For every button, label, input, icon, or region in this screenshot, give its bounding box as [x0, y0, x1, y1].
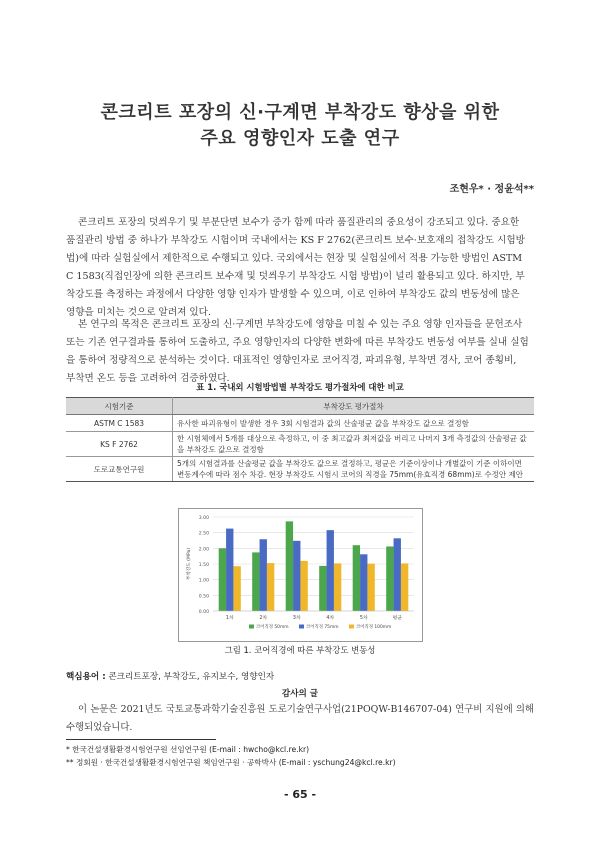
table-cell-standard: 도로교통연구원: [66, 457, 173, 482]
table-row: [66, 457, 534, 482]
bar: [401, 563, 408, 611]
bar: [360, 554, 367, 611]
bar: [394, 538, 401, 611]
table-header-row: [66, 398, 534, 415]
text-line: 착강도를 측정하는 과정에서 다양한 영향 인자가 발생할 수 있으며, 이로 인하여 부착강도 값의 변동성에 많은: [66, 289, 520, 300]
bar: [219, 548, 226, 611]
bar: [367, 564, 374, 611]
bar: [293, 541, 300, 611]
page-number: - 65 -: [283, 788, 317, 801]
y-tick-label: 0.50: [198, 594, 209, 600]
bar: [226, 529, 233, 611]
legend-label: 코어직경 50mm: [256, 625, 289, 630]
table-row: [66, 432, 534, 457]
chart-svg: [179, 509, 422, 641]
x-tick-label: 평균: [392, 616, 402, 621]
footnote-2: ** 정회원 · 한국건설생활환경시험연구원 책임연구원 · 공학박사 (E-mail : yschung24@kcl.re.kr): [66, 758, 396, 767]
bar: [260, 539, 267, 611]
y-tick-label: 1.50: [198, 563, 209, 568]
y-tick-label: 2.50: [198, 531, 209, 537]
y-tick-label: 2.00: [198, 547, 209, 553]
bar: [233, 566, 240, 611]
bar: [319, 566, 326, 611]
bar: [353, 545, 360, 611]
authors: 조현우* · 정윤석**: [449, 184, 534, 195]
text-line: 또는 기존 연구결과를 통하여 도출하고, 주요 영향인자의 다양한 변화에 따른 부착강도 변동성 여부를 실내 실험: [66, 337, 529, 348]
legend-label: 코어직경 100mm: [356, 625, 392, 630]
comparison-table: [66, 397, 534, 482]
body-paragraph-2: [66, 316, 534, 388]
figure-caption: 그림 1. 코어직경에 따른 부착강도 변동성: [224, 645, 376, 655]
bar: [300, 561, 307, 611]
table-header-cell: 시험기준: [66, 398, 173, 415]
paper-title-line2: 주요 영향인자 도출 연구: [200, 128, 400, 149]
table-cell-procedure: 5개의 시험결과를 산술평균 값을 부착강도 값으로 결정하고, 평균은 기준이상이나 개별값이 기준 이하이면 변동계수에 따라 점수 차감. 현장 부착강도 시험시 코어의 직경을 75mm(유효직경 68mm)로 수정안 제안: [173, 457, 535, 482]
legend-swatch: [299, 625, 304, 629]
table-cell-procedure: 한 시험체에서 5개를 대상으로 측정하고, 이 중 최고값과 최저값을 버리고 나머지 3개 측정값의 산술평균 값을 부착강도 값으로 결정함: [173, 432, 535, 457]
bar: [252, 552, 259, 611]
table-caption: 표 1. 국내외 시험방법별 부착강도 평가절차에 대한 비교: [196, 382, 404, 392]
legend-swatch: [249, 625, 254, 629]
legend-swatch: [349, 625, 354, 629]
paper-title-line1: 콘크리트 포장의 신·구계면 부착강도 향상을 위한: [100, 102, 500, 123]
y-tick-label: 0.00: [198, 610, 209, 615]
text-line: 법)에 따라 실험실에서 제한적으로 수행되고 있다. 국외에서는 현장 및 실험실에서 적용 가능한 방법인 ASTM: [66, 253, 523, 264]
text-line: 본 연구의 목적은 콘크리트 포장의 신·구계면 부착강도에 영향을 미칠 수 있는 주요 영향 인자들을 문헌조사: [78, 319, 523, 330]
text-line: 품질관리 방법 중 하나가 부착강도 시험이며 국내에서는 KS F 2762(콘크리트 보수·보호재의 접착강도 시험방: [66, 235, 525, 246]
x-tick-label: 5차: [359, 616, 368, 621]
table-row: [66, 415, 534, 432]
text-line: C 1583(직접인장에 의한 콘크리트 보수재 및 덧씌우기 부착강도 시험 방법)이 널리 활용되고 있다. 하지만, 부: [66, 271, 525, 282]
bar: [286, 521, 293, 611]
legend-label: 코어직경 75mm: [306, 625, 339, 630]
text-line: 을 통하여 정량적으로 분석하는 것이다. 대표적인 영향인자로 코어직경, 파괴유형, 부착면 경사, 코어 종횡비,: [66, 355, 517, 366]
keywords-text: 콘크리트포장, 부착강도, 유지보수, 영향인자: [108, 672, 275, 682]
table-cell-procedure: 유사한 파괴유형이 발생한 경우 3회 시험결과 값의 산술평균 값을 부착강도 값으로 결정함: [173, 415, 535, 432]
text-line: 부착면 온도 등을 고려하여 검증하였다.: [66, 373, 230, 384]
bond-strength-chart: [178, 508, 423, 642]
table-header-cell: 부착강도 평가절차: [173, 398, 535, 415]
text-line: 콘크리트 포장의 덧씌우기 및 부분단면 보수가 증가 함께 따라 품질관리의 중요성이 강조되고 있다. 중요한: [78, 217, 520, 228]
bar: [334, 563, 341, 611]
text-line: 영향을 미치는 것으로 알려져 있다.: [66, 307, 211, 318]
keywords: [66, 670, 274, 682]
y-tick-label: 1.00: [198, 578, 209, 584]
table-cell-standard: KS F 2762: [66, 432, 173, 457]
bar: [327, 530, 334, 611]
x-tick-label: 2차: [259, 616, 268, 621]
x-tick-label: 1차: [225, 616, 234, 621]
acknowledgement-title: 감사의 글: [281, 689, 319, 699]
body-paragraph-1: [66, 214, 534, 322]
table-cell-standard: ASTM C 1583: [66, 415, 173, 432]
keywords-label: 핵심용어 :: [66, 672, 106, 682]
acknowledgement-text: [66, 701, 534, 737]
x-tick-label: 4차: [326, 616, 335, 621]
bar: [386, 546, 393, 611]
y-tick-label: 3.00: [198, 516, 209, 521]
y-axis-label: 부착강도 (MPa): [187, 547, 192, 581]
footnote-1: * 한국건설생활환경시험연구원 선임연구원 (E-mail : hwcho@kcl.re.kr): [66, 745, 310, 754]
x-tick-label: 3차: [292, 616, 301, 621]
acknowledgement-line: 이 논문은 2021년도 국토교통과학기술진흥원 도로기술연구사업(21POQW-B146707-04) 연구비 지원에 의해 수행되었습니다.: [66, 704, 534, 733]
bar: [267, 563, 274, 611]
footnote-rule: [66, 739, 216, 740]
